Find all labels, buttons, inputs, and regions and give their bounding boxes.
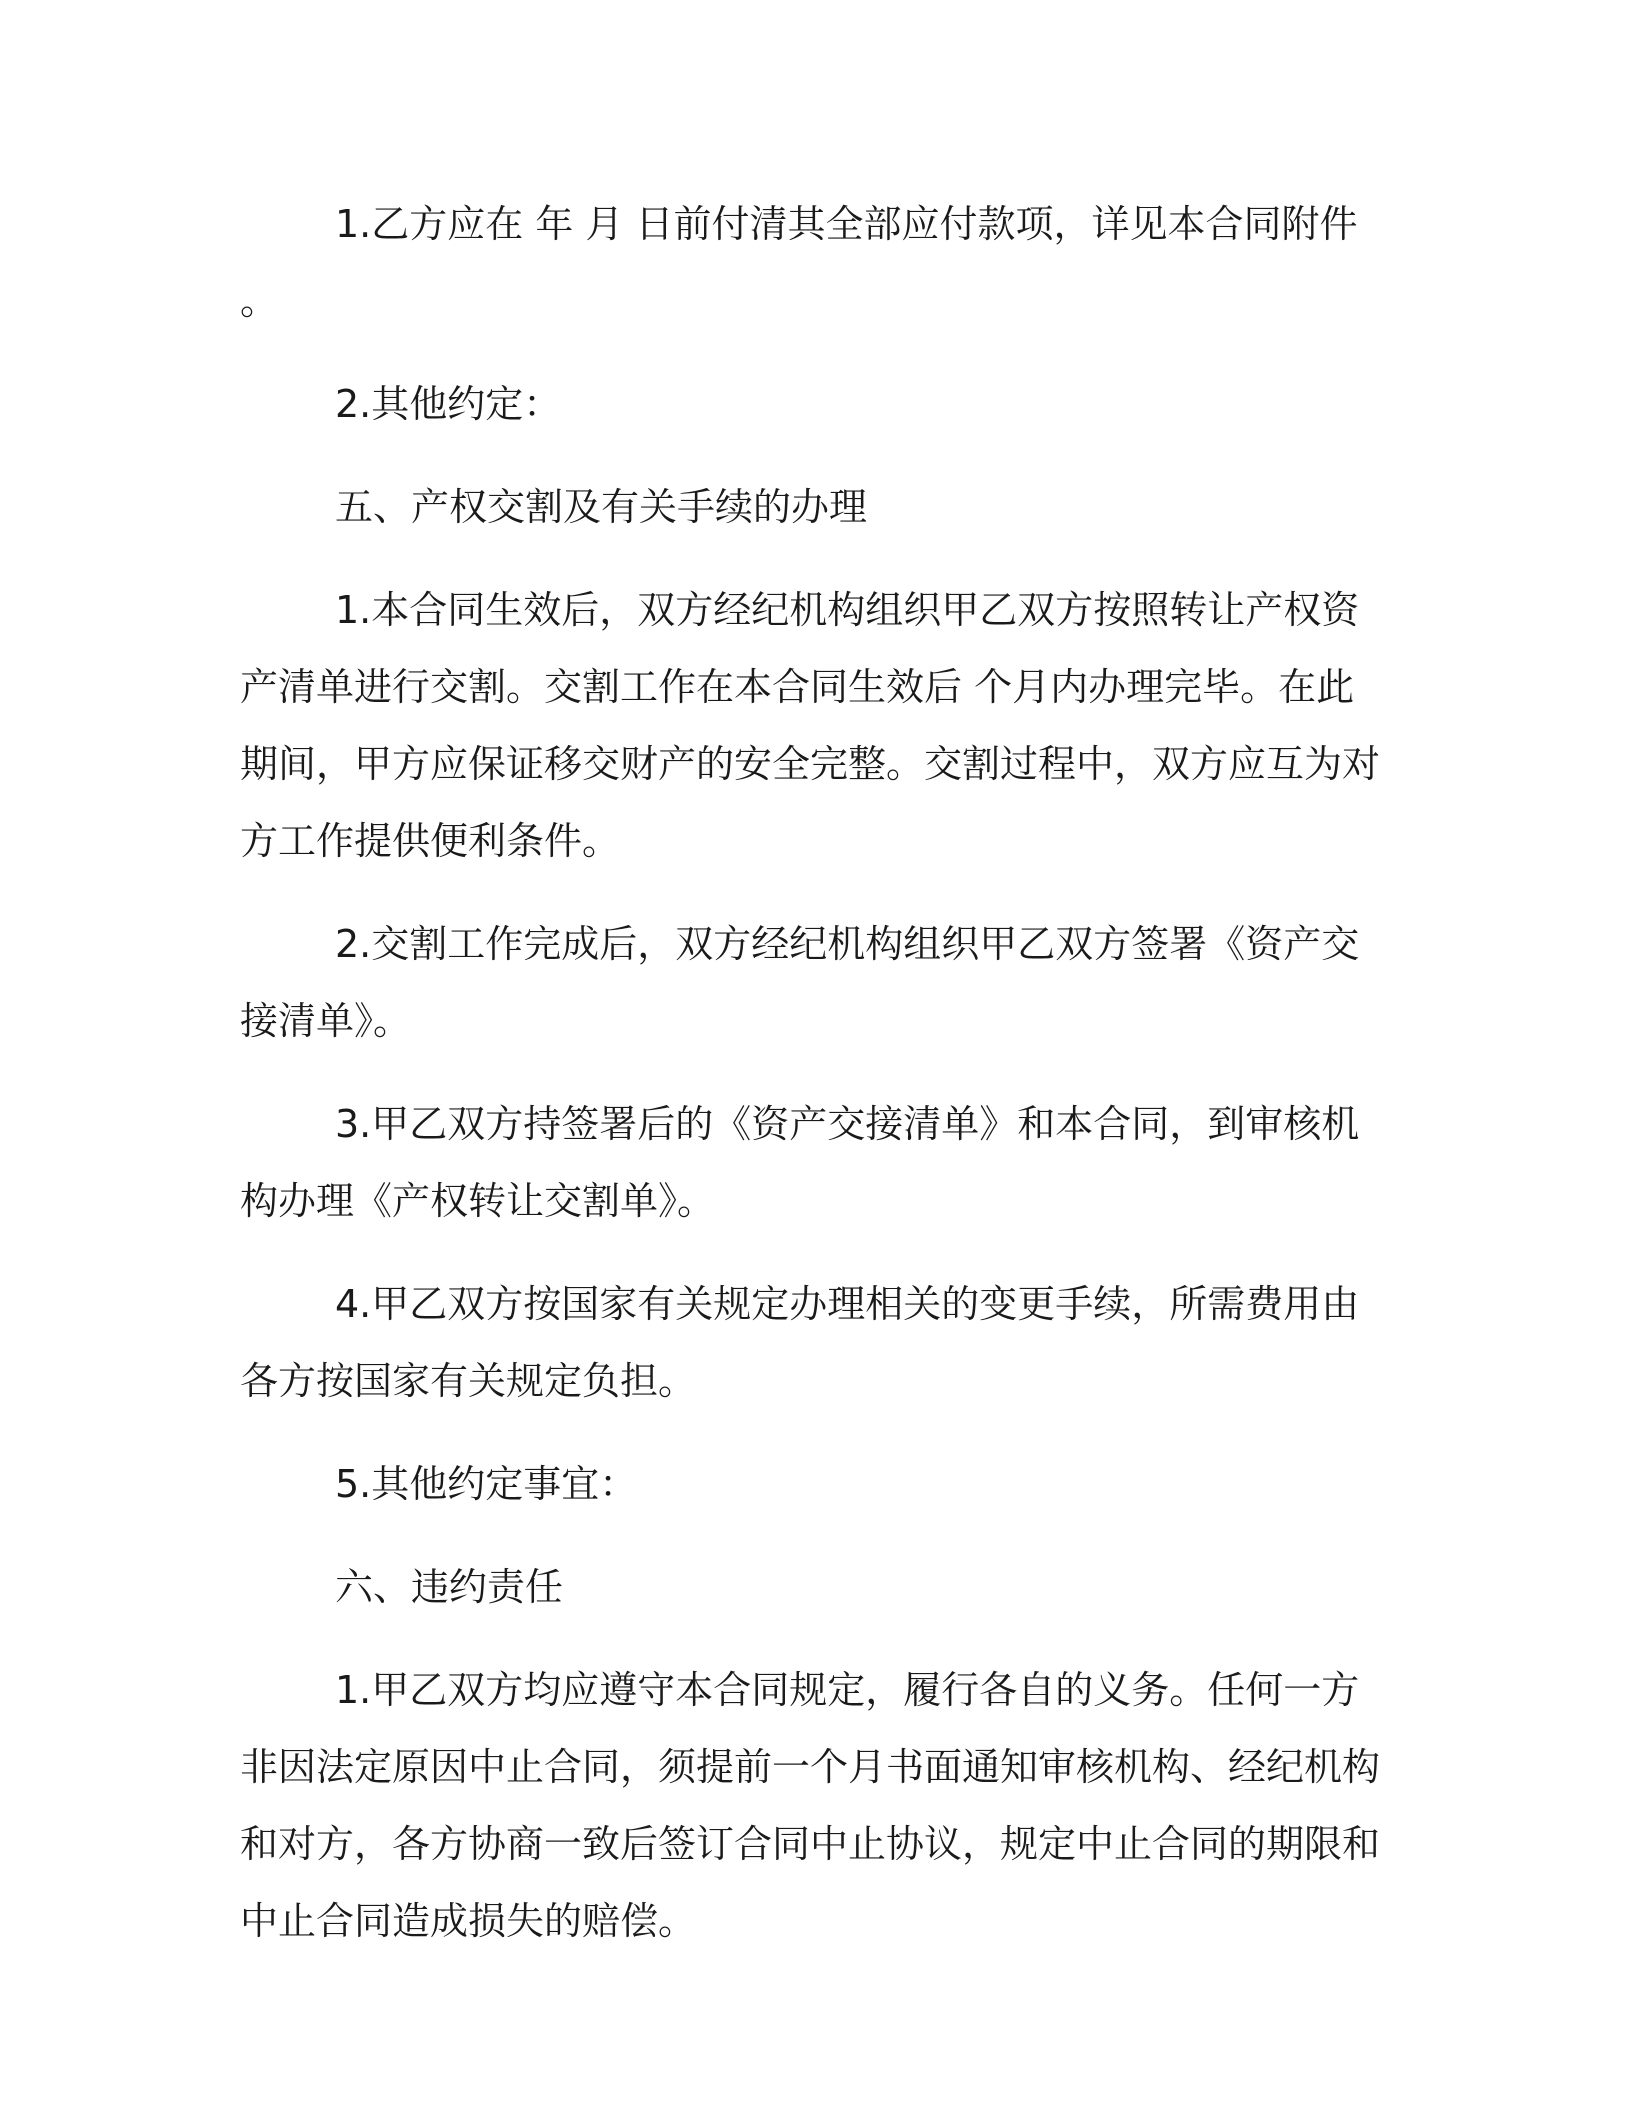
document-body: [240, 186, 1380, 1986]
paragraph-liability-1: 1.甲乙双方均应遵守本合同规定，履行各自的义务。任何一方非因法定原因中止合同，须提前一个月书面通知审核机构、经纪机构和对方，各方协商一致后签订合同中止协议，规定中止合同的期限和中止合同造成损失的赔偿。: [240, 1668, 1381, 1943]
paragraph-other-agreements: 2.其他约定：: [335, 382, 562, 426]
section-heading-liability: 六、违约责任: [335, 1565, 564, 1609]
section-heading-handover: 五、产权交割及有关手续的办理: [335, 485, 868, 529]
paragraph-handover-1: 1.本合同生效后，双方经纪机构组织甲乙双方按照转让产权资产清单进行交割。交割工作在本合同生效后 个月内办理完毕。在此期间，甲方应保证移交财产的安全完整。交割过程中，双方应互为对方工作提供便利条件。: [240, 588, 1381, 863]
paragraph-payment-deadline: 1.乙方应在 年 月 日前付清其全部应付款项，详见本合同附件 。: [240, 202, 1370, 323]
paragraph-handover-5: 5.其他约定事宜：: [335, 1462, 638, 1506]
paragraph-handover-3: 3.甲乙双方持签署后的《资产交接清单》和本合同，到审核机构办理《产权转让交割单》。: [240, 1102, 1360, 1223]
paragraph-handover-2: 2.交割工作完成后，双方经纪机构组织甲乙双方签署《资产交接清单》。: [240, 922, 1360, 1043]
paragraph-handover-4: 4.甲乙双方按国家有关规定办理相关的变更手续，所需费用由各方按国家有关规定负担。: [240, 1282, 1360, 1403]
